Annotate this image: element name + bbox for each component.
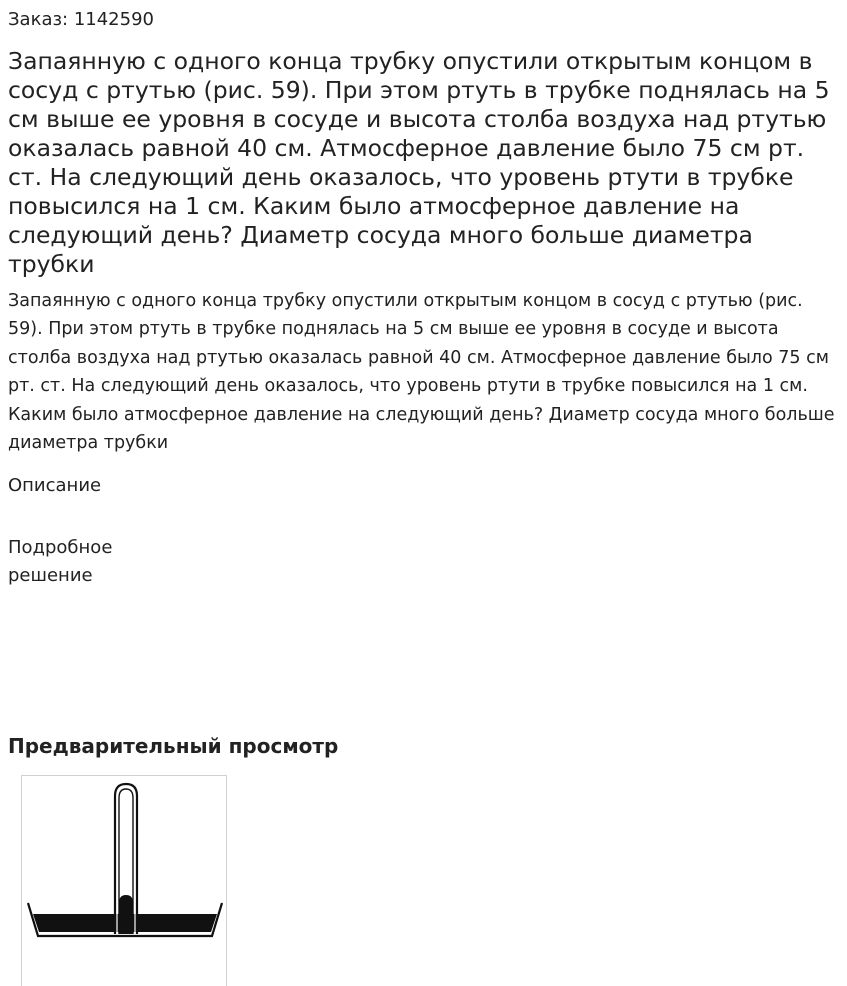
task-description: Запаянную с одного конца трубку опустили открытым концом в сосуд с ртутью (рис. 59). При этом ртуть в трубке поднялась на 5 см выше ее уровня в сосуде и высота столба воздуха над ртутью оказалась равной 40 см. Атмосферное давление было 75 см рт. ст. На следующий день оказалось, что уровень ртути в трубке повысился на 1 см. Каким было атмосферное давление на следующий день? Диаметр сосуда много больше диаметра трубки bbox=[8, 291, 835, 454]
order-number: Заказ: 1142590 bbox=[8, 9, 154, 30]
preview-image-frame[interactable] bbox=[21, 775, 227, 986]
tube-mercury-column bbox=[119, 895, 133, 934]
description-label: Описание bbox=[8, 475, 102, 496]
detailed-solution-label: Подробное решение bbox=[8, 537, 113, 586]
preview-heading: Предварительный просмотр bbox=[8, 734, 339, 758]
tube-in-mercury-vessel-illustration bbox=[22, 776, 227, 986]
task-title: Запаянную с одного конца трубку опустили открытым концом в сосуд с ртутью (рис. 59). При этом ртуть в трубке поднялась на 5 см выше ее уровня в сосуде и высота столба воздуха над ртутью оказалась равной 40 см. Атмосферное давление было 75 см рт. ст. На следующий день оказалось, что уровень ртути в трубке повысился на 1 см. Каким было атмосферное давление на следующий день? Диаметр сосуда много больше диаметра трубки bbox=[8, 47, 830, 278]
